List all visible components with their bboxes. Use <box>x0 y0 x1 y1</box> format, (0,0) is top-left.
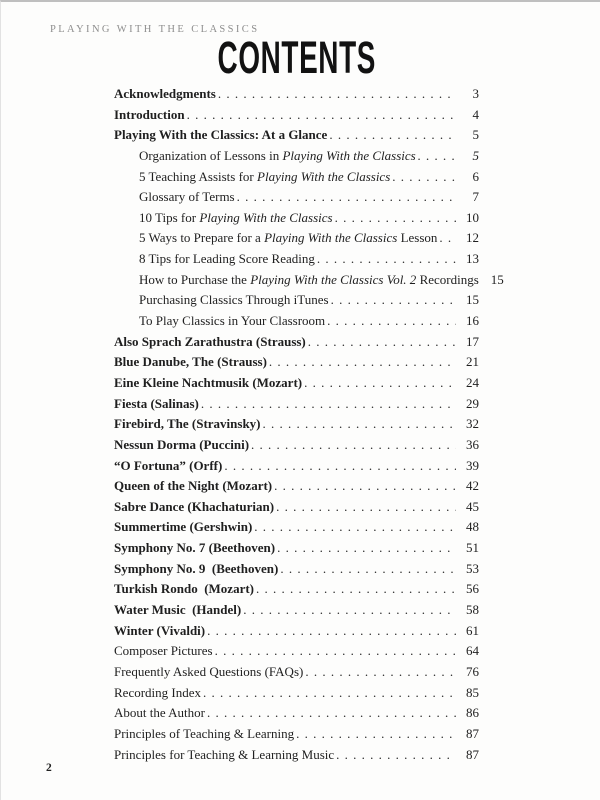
toc-entry <box>114 332 479 353</box>
toc-entry <box>114 208 479 229</box>
toc-entry <box>114 373 479 394</box>
toc-title-italic-segment: Playing With the Classics <box>282 147 416 163</box>
toc-entry <box>114 414 479 435</box>
toc-entry-page: 3 <box>472 86 479 101</box>
toc-title-segment: 5 Ways to Prepare for a <box>139 230 265 246</box>
toc-entry <box>114 456 479 477</box>
dot-leader <box>201 394 456 415</box>
toc-title-segment: Recording Index <box>114 684 202 700</box>
toc-entry-page: 86 <box>466 705 479 721</box>
dot-leader <box>305 662 456 683</box>
toc-entry-title <box>114 456 222 477</box>
dot-leader <box>304 373 456 394</box>
toc-entry-page: 16 <box>466 313 479 329</box>
toc-entry-title <box>114 600 241 621</box>
dot-leader <box>392 167 456 188</box>
toc-title-italic-segment: Playing With the Classics <box>257 168 391 184</box>
toc-entry-page: 36 <box>466 436 479 452</box>
toc-entry-title <box>114 105 185 126</box>
toc-entry-title <box>114 373 302 394</box>
toc-title-segment: Principles of Teaching & Learning <box>114 725 295 741</box>
toc-entry <box>114 105 479 126</box>
toc-entry <box>114 187 479 208</box>
dot-leader <box>317 249 456 270</box>
toc-entry-title <box>114 621 205 642</box>
toc-entry-page: 64 <box>466 643 479 659</box>
toc-entry-page: 6 <box>472 168 479 184</box>
running-header: PLAYING WITH THE CLASSICS <box>50 24 260 35</box>
toc-entry-page: 45 <box>466 498 479 514</box>
toc-title-segment: Nessun Dorma (Puccini) <box>114 436 250 452</box>
toc-title-segment: Firebird, The (Stravinsky) <box>114 416 261 432</box>
toc-entry <box>114 167 479 188</box>
toc-title-segment: Blue Danube, The (Strauss) <box>114 354 267 370</box>
dot-leader <box>187 105 456 126</box>
toc-title-italic-segment: Playing With the Classics <box>264 230 398 246</box>
dot-leader <box>256 579 456 600</box>
page-title-wrap <box>114 32 479 83</box>
toc-entry-page: 10 <box>466 209 479 225</box>
toc-title-segment: 8 Tips for Leading Score Reading <box>139 251 315 267</box>
toc-title-segment: Recordings <box>416 271 479 287</box>
dot-leader <box>254 517 456 538</box>
toc-entry-page: 5 <box>472 147 479 163</box>
toc-entry <box>114 538 479 559</box>
toc-title-segment: Also Sprach Zarathustra (Strauss) <box>114 333 306 349</box>
toc-entry-page: 87 <box>466 746 479 762</box>
toc-entry-page: 56 <box>466 581 479 597</box>
toc-entry <box>114 600 479 621</box>
toc-entry <box>114 146 479 167</box>
toc-entry-page: 87 <box>466 725 479 741</box>
toc-entry-title <box>114 290 329 311</box>
toc-entry <box>114 435 479 456</box>
toc-entry-title <box>114 208 333 229</box>
toc-title-segment: Winter (Vivaldi) <box>114 622 206 638</box>
toc-entry-title <box>114 228 437 249</box>
dot-leader <box>336 745 456 766</box>
toc-entry-title <box>114 579 254 600</box>
toc-entry-title <box>114 559 278 580</box>
toc-title-segment: Glossary of Terms <box>139 189 235 205</box>
toc-entry-page: 13 <box>466 251 479 267</box>
dot-leader <box>327 311 456 332</box>
toc-entry-title <box>114 270 479 291</box>
toc-list <box>114 84 504 765</box>
toc-title-segment: Purchasing Classics Through iTunes <box>139 292 329 308</box>
toc-title-segment: Acknowledgments <box>114 86 216 101</box>
toc-entry-title <box>114 167 390 188</box>
toc-entry-title <box>114 435 249 456</box>
dot-leader <box>274 476 456 497</box>
dot-leader <box>263 414 456 435</box>
toc-entry <box>114 559 479 580</box>
toc-entry-page: 21 <box>466 354 479 370</box>
toc-entry-title <box>114 187 235 208</box>
toc-entry-page: 76 <box>466 663 479 679</box>
toc-entry-page: 51 <box>466 540 479 556</box>
toc-entry <box>114 249 479 270</box>
toc-title-segment: Fiesta (Salinas) <box>114 395 199 411</box>
toc-entry-page: 15 <box>490 271 504 287</box>
toc-entry-page: 24 <box>466 374 479 390</box>
toc-entry-title <box>114 662 303 683</box>
toc-entry-title <box>114 497 274 518</box>
toc-entry-title <box>114 352 267 373</box>
toc-entry-title <box>114 125 327 146</box>
dot-leader <box>308 332 456 353</box>
toc-entry-page: 29 <box>466 395 479 411</box>
toc-entry-page: 48 <box>466 519 479 535</box>
dot-leader <box>243 600 456 621</box>
toc-title-segment: Organization of Lessons in <box>139 147 283 163</box>
dot-leader <box>218 84 456 105</box>
toc-entry <box>114 517 479 538</box>
page-title: CONTENTS <box>217 32 376 83</box>
toc-entry-title <box>114 703 205 724</box>
dot-leader <box>269 352 456 373</box>
toc-entry <box>114 662 479 683</box>
toc-title-segment: “O Fortuna” (Orff) <box>114 457 223 473</box>
toc-title-segment: Frequently Asked Questions (FAQs) <box>114 663 304 679</box>
toc-title-segment: Water Music (Handel) <box>114 602 242 618</box>
toc-entry-title <box>114 146 416 167</box>
toc-title-segment: To Play Classics in Your Classroom <box>139 313 326 329</box>
toc-entry-title <box>114 249 315 270</box>
toc-title-segment: 5 Teaching Assists for <box>139 168 258 184</box>
toc-title-italic-segment: Playing With the Classics Vol. 2 <box>250 271 417 287</box>
toc-entry-page: 4 <box>472 106 479 122</box>
toc-title-segment: Sabre Dance (Khachaturian) <box>114 498 275 514</box>
dot-leader <box>331 290 456 311</box>
dot-leader <box>439 228 456 249</box>
toc-title-segment: Symphony No. 7 (Beethoven) <box>114 540 276 556</box>
toc-entry <box>114 84 479 105</box>
toc-title-segment: How to Purchase the <box>139 271 251 287</box>
toc-entry-title <box>114 476 272 497</box>
toc-entry-page: 42 <box>466 478 479 494</box>
dot-leader <box>251 435 456 456</box>
toc-entry-page: 58 <box>466 602 479 618</box>
toc-entry-title <box>114 683 201 704</box>
dot-leader <box>203 683 456 704</box>
toc-entry-title <box>114 311 325 332</box>
toc-title-segment: Principles for Teaching & Learning Music <box>114 746 335 762</box>
toc-title-segment: Lesson <box>397 230 438 246</box>
dot-leader <box>215 641 456 662</box>
dot-leader <box>280 559 456 580</box>
toc-title-segment: Summertime (Gershwin) <box>114 519 253 535</box>
toc-entry-title <box>114 724 294 745</box>
toc-entry-page: 32 <box>466 416 479 432</box>
toc-entry-title <box>114 394 199 415</box>
toc-entry-page: 7 <box>472 189 479 205</box>
dot-leader <box>335 208 456 229</box>
toc-title-segment: Eine Kleine Nachtmusik (Mozart) <box>114 374 303 390</box>
toc-entry <box>114 352 479 373</box>
toc-title-italic-segment: Playing With the Classics <box>199 209 333 225</box>
toc-entry-title <box>114 414 261 435</box>
toc-entry-page: 17 <box>466 333 479 349</box>
toc-title-segment: Composer Pictures <box>114 643 213 659</box>
toc-entry-page: 53 <box>466 560 479 576</box>
toc-entry <box>114 311 479 332</box>
toc-entry-title <box>114 745 334 766</box>
toc-entry <box>114 621 479 642</box>
toc-entry <box>114 579 479 600</box>
toc-entry <box>114 683 479 704</box>
dot-leader <box>237 187 456 208</box>
toc-entry <box>114 125 479 146</box>
toc-title-segment: Introduction <box>114 106 185 122</box>
toc-entry-page: 85 <box>466 684 479 700</box>
toc-entry <box>114 270 504 291</box>
dot-leader <box>207 621 456 642</box>
toc-title-segment: 10 Tips for <box>139 209 200 225</box>
toc-entry <box>114 228 479 249</box>
toc-entry-title <box>114 517 252 538</box>
toc-entry-title <box>114 641 213 662</box>
toc-entry-title <box>114 332 306 353</box>
toc-entry <box>114 497 479 518</box>
toc-title-segment: About the Author <box>114 705 205 721</box>
dot-leader <box>418 146 456 167</box>
toc-entry-page: 61 <box>466 622 479 638</box>
toc-entry <box>114 745 479 766</box>
toc-entry-title <box>114 84 216 105</box>
page-number: 2 <box>46 762 52 774</box>
toc-entry-page: 39 <box>466 457 479 473</box>
toc-entry <box>114 394 479 415</box>
toc-entry-page: 12 <box>466 230 479 246</box>
dot-leader <box>329 125 456 146</box>
dot-leader <box>276 497 456 518</box>
toc-entry <box>114 290 479 311</box>
toc-title-segment: Playing With the Classics: At a Glance <box>114 127 328 143</box>
toc-title-segment: Queen of the Night (Mozart) <box>114 478 273 494</box>
toc-entry <box>114 703 479 724</box>
dot-leader <box>277 538 456 559</box>
toc-title-segment: Turkish Rondo (Mozart) <box>114 581 255 597</box>
toc-entry <box>114 476 479 497</box>
dot-leader <box>224 456 456 477</box>
toc-title-segment: Symphony No. 9 (Beethoven) <box>114 560 279 576</box>
dot-leader <box>207 703 456 724</box>
toc-entry-page: 15 <box>466 292 479 308</box>
toc-entry <box>114 724 479 745</box>
dot-leader <box>296 724 456 745</box>
toc-entry-page: 5 <box>472 127 479 143</box>
toc-entry-title <box>114 538 275 559</box>
toc-entry <box>114 641 479 662</box>
